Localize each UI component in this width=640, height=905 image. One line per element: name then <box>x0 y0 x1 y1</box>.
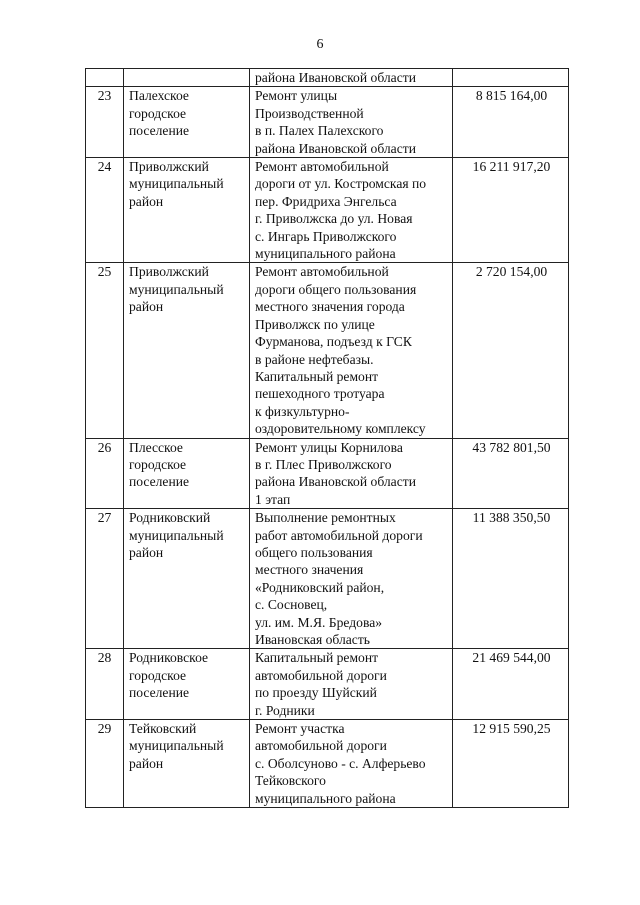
page-number: 6 <box>316 37 324 52</box>
row-number: 29 <box>86 720 124 808</box>
funding-amount: 11 388 350,50 <box>453 509 569 649</box>
funding-amount: 43 782 801,50 <box>453 438 569 509</box>
funding-amount: 8 815 164,00 <box>453 87 569 158</box>
table-row <box>86 649 569 720</box>
municipality-name: Плесское городское поселение <box>124 438 250 509</box>
funding-amount: 2 720 154,00 <box>453 263 569 438</box>
municipality-name: Приволжский муниципальный район <box>124 158 250 263</box>
table-row <box>86 438 569 509</box>
work-description: Ремонт участка автомобильной дороги с. Оболсуново - с. Алферьево Тейковского муниципального района <box>250 720 453 808</box>
table-row <box>86 263 569 438</box>
work-description: района Ивановской области <box>250 69 453 87</box>
municipality-name: Тейковский муниципальный район <box>124 720 250 808</box>
municipality-name: Родниковское городское поселение <box>124 649 250 720</box>
funding-amount: 21 469 544,00 <box>453 649 569 720</box>
row-number <box>86 69 124 87</box>
row-number: 28 <box>86 649 124 720</box>
work-description: Ремонт улицы Корнилова в г. Плес Приволжского района Ивановской области 1 этап <box>250 438 453 509</box>
table-row <box>86 87 569 158</box>
road-repair-table <box>85 68 569 808</box>
row-number: 27 <box>86 509 124 649</box>
municipality-name: Родниковский муниципальный район <box>124 509 250 649</box>
row-number: 24 <box>86 158 124 263</box>
funding-amount: 12 915 590,25 <box>453 720 569 808</box>
table-row <box>86 69 569 87</box>
funding-amount: 16 211 917,20 <box>453 158 569 263</box>
table-row <box>86 509 569 649</box>
work-description: Ремонт автомобильной дороги от ул. Костромская по пер. Фридриха Энгельса г. Приволжска до ул. Новая с. Ингарь Приволжского муниципального района <box>250 158 453 263</box>
row-number: 23 <box>86 87 124 158</box>
work-description: Капитальный ремонт автомобильной дороги по проезду Шуйский г. Родники <box>250 649 453 720</box>
table-row <box>86 158 569 263</box>
row-number: 25 <box>86 263 124 438</box>
work-description: Ремонт автомобильной дороги общего пользования местного значения города Приволжск по улице Фурманова, подъезд к ГСК в районе нефтебазы. Капитальный ремонт пешеходного тротуара к физкультурно- оздоровительному комплексу <box>250 263 453 438</box>
table-row <box>86 720 569 808</box>
funding-amount <box>453 69 569 87</box>
row-number: 26 <box>86 438 124 509</box>
municipality-name: Приволжский муниципальный район <box>124 263 250 438</box>
municipality-name <box>124 69 250 87</box>
municipality-name: Палехское городское поселение <box>124 87 250 158</box>
work-description: Ремонт улицы Производственной в п. Палех Палехского района Ивановской области <box>250 87 453 158</box>
work-description: Выполнение ремонтных работ автомобильной дороги общего пользования местного значения «Родниковский район, с. Сосновец, ул. им. М.Я. Бредова» Ивановская область <box>250 509 453 649</box>
